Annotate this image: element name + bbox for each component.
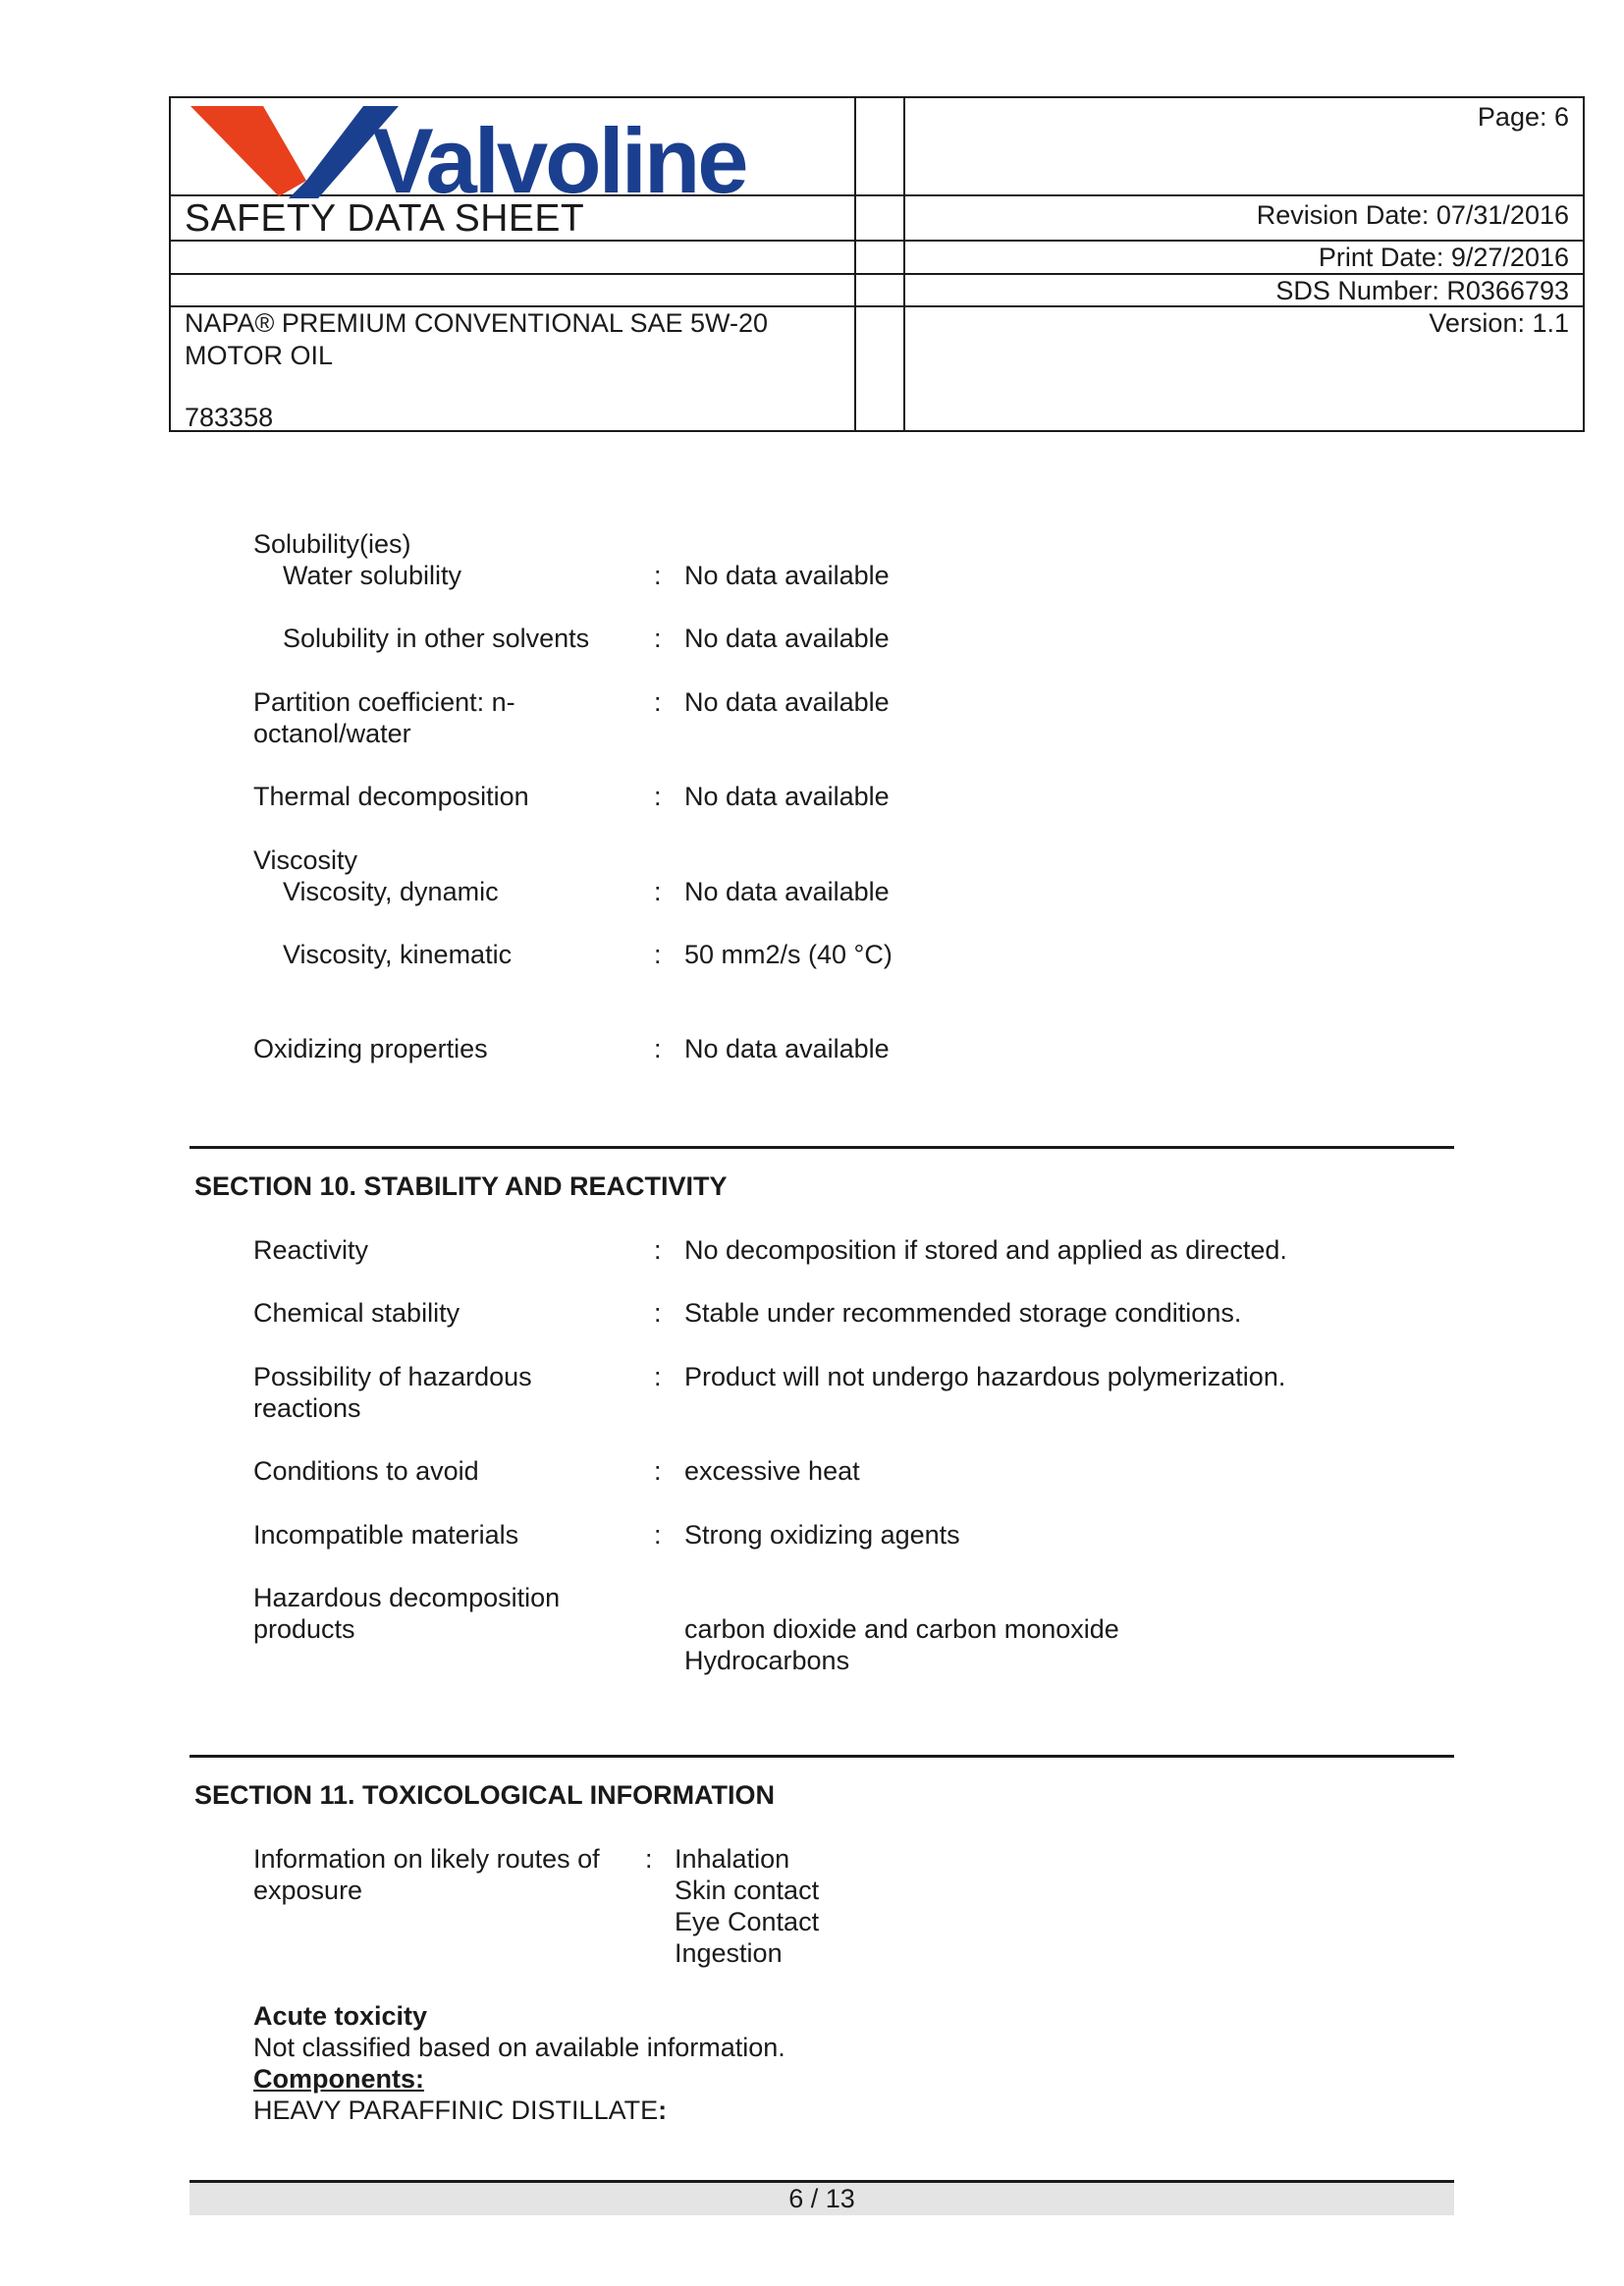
partition-label: octanol/water bbox=[253, 719, 411, 748]
decomposition-value: carbon dioxide and carbon monoxide bbox=[684, 1614, 1119, 1644]
incompatible-value: Strong oxidizing agents bbox=[684, 1520, 960, 1550]
decomposition-value: Hydrocarbons bbox=[684, 1646, 850, 1675]
conditions-label: Conditions to avoid bbox=[253, 1456, 479, 1486]
components-heading: Components: bbox=[253, 2064, 424, 2094]
route-item: Skin contact bbox=[675, 1876, 820, 1905]
decomposition-label: products bbox=[253, 1614, 355, 1644]
header-divider bbox=[171, 240, 1583, 242]
oxidizing-label: Oxidizing properties bbox=[253, 1034, 488, 1063]
page-number: Page: 6 bbox=[1477, 102, 1569, 132]
route-item: Ingestion bbox=[675, 1938, 783, 1968]
separator-colon: : bbox=[645, 1844, 653, 1874]
partition-value: No data available bbox=[684, 687, 890, 717]
routes-label: Information on likely routes of bbox=[253, 1844, 600, 1874]
separator-colon: : bbox=[654, 877, 662, 906]
route-item: Eye Contact bbox=[675, 1907, 820, 1936]
decomposition-label: Hazardous decomposition bbox=[253, 1583, 561, 1612]
header-divider bbox=[903, 98, 905, 430]
logo-red-chevron bbox=[190, 106, 306, 196]
separator-colon: : bbox=[654, 1034, 662, 1063]
logo-wordmark: Valvoline bbox=[372, 109, 746, 198]
partition-label: Partition coefficient: n- bbox=[253, 687, 515, 717]
viscosity-dynamic-value: No data available bbox=[684, 877, 890, 906]
oxidizing-value: No data available bbox=[684, 1034, 890, 1063]
hazardous-reactions-label: Possibility of hazardous bbox=[253, 1362, 532, 1391]
reactivity-value: No decomposition if stored and applied as directed. bbox=[684, 1235, 1287, 1265]
document-header bbox=[169, 96, 1585, 432]
acute-toxicity-heading: Acute toxicity bbox=[253, 2001, 428, 2031]
viscosity-kinematic-value: 50 mm2/s (40 °C) bbox=[684, 940, 893, 969]
reactivity-label: Reactivity bbox=[253, 1235, 369, 1265]
route-item: Inhalation bbox=[675, 1844, 790, 1874]
hazardous-reactions-label: reactions bbox=[253, 1393, 361, 1423]
solubility-heading: Solubility(ies) bbox=[253, 529, 411, 559]
viscosity-heading: Viscosity bbox=[253, 845, 358, 875]
sds-number: SDS Number: R0366793 bbox=[1275, 276, 1569, 305]
separator-colon: : bbox=[654, 1456, 662, 1486]
water-solubility-value: No data available bbox=[684, 561, 890, 590]
other-solvents-value: No data available bbox=[684, 624, 890, 653]
header-divider bbox=[171, 305, 1583, 307]
component-name bbox=[253, 2095, 667, 2126]
section-divider bbox=[189, 1146, 1454, 1149]
viscosity-dynamic-label: Viscosity, dynamic bbox=[283, 877, 499, 906]
separator-colon: : bbox=[654, 561, 662, 590]
chemical-stability-label: Chemical stability bbox=[253, 1298, 460, 1328]
revision-date: Revision Date: 07/31/2016 bbox=[1256, 200, 1569, 230]
page-footer bbox=[189, 2180, 1454, 2215]
print-date: Print Date: 9/27/2016 bbox=[1318, 243, 1569, 272]
valvoline-logo bbox=[190, 104, 799, 198]
section-11-title: SECTION 11. TOXICOLOGICAL INFORMATION bbox=[194, 1780, 776, 1810]
incompatible-label: Incompatible materials bbox=[253, 1520, 519, 1550]
hazardous-reactions-value: Product will not undergo hazardous polymerization. bbox=[684, 1362, 1286, 1391]
section-divider bbox=[189, 1755, 1454, 1758]
version: Version: 1.1 bbox=[1429, 308, 1569, 338]
thermal-value: No data available bbox=[684, 782, 890, 811]
separator-colon: : bbox=[654, 1298, 662, 1328]
product-code: 783358 bbox=[185, 403, 274, 432]
separator-colon: : bbox=[654, 687, 662, 717]
chemical-stability-value: Stable under recommended storage conditions. bbox=[684, 1298, 1242, 1328]
separator-colon: : bbox=[654, 782, 662, 811]
water-solubility-label: Water solubility bbox=[283, 561, 462, 590]
conditions-value: excessive heat bbox=[684, 1456, 860, 1486]
viscosity-kinematic-label: Viscosity, kinematic bbox=[283, 940, 513, 969]
acute-toxicity-text: Not classified based on available information. bbox=[253, 2033, 785, 2062]
product-name: NAPA® PREMIUM CONVENTIONAL SAE 5W-20 bbox=[185, 308, 769, 338]
section-10-title: SECTION 10. STABILITY AND REACTIVITY bbox=[194, 1171, 728, 1201]
other-solvents-label: Solubility in other solvents bbox=[283, 624, 590, 653]
component-name-text: HEAVY PARAFFINIC DISTILLATE bbox=[253, 2096, 659, 2125]
component-colon: : bbox=[658, 2096, 668, 2125]
separator-colon: : bbox=[654, 940, 662, 969]
routes-label: exposure bbox=[253, 1876, 363, 1905]
separator-colon: : bbox=[654, 1235, 662, 1265]
header-divider bbox=[854, 98, 856, 430]
document-title: SAFETY DATA SHEET bbox=[185, 197, 585, 240]
separator-colon: : bbox=[654, 624, 662, 653]
header-divider bbox=[171, 273, 1583, 275]
page-count: 6 / 13 bbox=[788, 2184, 855, 2213]
separator-colon: : bbox=[654, 1362, 662, 1391]
thermal-label: Thermal decomposition bbox=[253, 782, 529, 811]
product-name: MOTOR OIL bbox=[185, 341, 334, 370]
separator-colon: : bbox=[654, 1520, 662, 1550]
